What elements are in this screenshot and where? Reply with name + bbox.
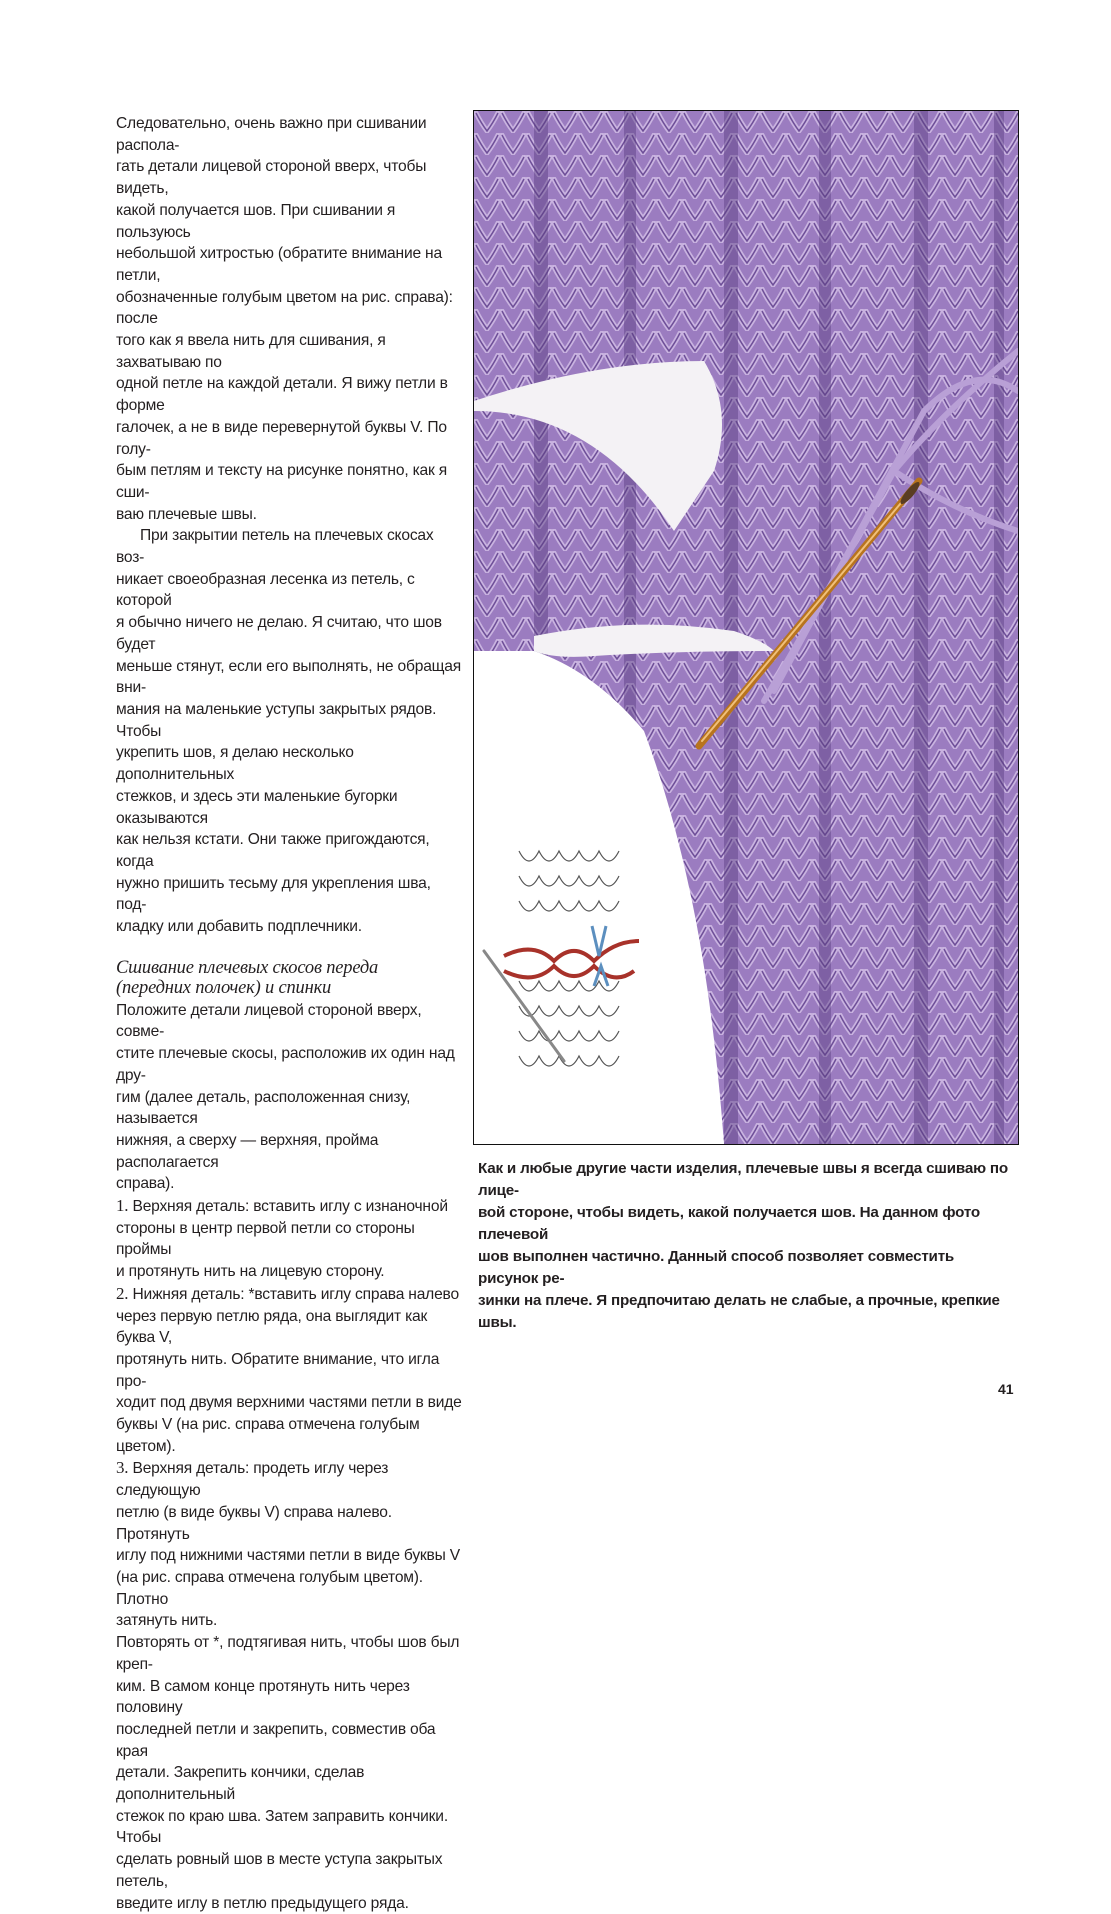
body-text-column	[116, 113, 462, 1914]
step-1-number: 1.	[116, 1196, 129, 1216]
knitting-seam-photo	[473, 110, 1019, 1145]
paragraph-2: При закрытии петель на плечевых скосах воз- никает своеобразная лесенка из петель, с которой я обычно ничего не делаю. Я считаю, что шов будет меньше стянут, если его выполнять, не обращая вни- мания на маленькие уступы закрытых рядов. Чтобы укрепить шов, я делаю несколько дополнительных стежков, и здесь эти маленькие бугорки оказываются как нельзя кстати. Они также пригождаются, когда нужно пришить тесьму для укрепления шва, под- кладку или добавить подплечники.	[116, 527, 462, 936]
step-1: 1. Верхняя деталь: вставить иглу с изнаночной стороны в центр первой петли со стороны проймы и протянуть нить на лицевую сторону.	[116, 1196, 448, 1281]
intro-paragraph: Положите детали лицевой стороной вверх, совме- стите плечевые скосы, расположив их один над дру- гим (далее деталь, расположенная снизу, называется нижняя, а сверху — верхняя, пройма располагается справа).	[116, 1001, 455, 1193]
step-2: 2. Нижняя деталь: *вставить иглу справа налево через первую петлю ряда, она выглядит как буква V, протянуть нить. Обратите внимание, что игла про- ходит под двумя верхними частями петли в виде буквы V (на рис. справа отмечена голубым цветом).	[116, 1283, 462, 1455]
photo-illustration	[474, 111, 1018, 1144]
photo-caption: Как и любые другие части изделия, плечевые швы я всегда сшиваю по лице- вой стороне, чтобы видеть, какой получается шов. На данном фото плечевой шов выполнен частично. Данный способ позволяет совместить рисунок ре- зинки на плече. Я предпочитаю делать не слабые, а прочные, крепкие швы.	[478, 1160, 1008, 1331]
paragraph-1: Следовательно, очень важно при сшивании распола- гать детали лицевой стороной вверх, чтобы видеть, какой получается шов. При сшивании я пользуюсь небольшой хитростью (обратите внимание на петли, обозначенные голубым цветом на рис. справа): после того как я ввела нить для сшивания, я захватываю по одной петле на каждой детали. Я вижу петли в форме галочек, а не в виде перевернутой буквы V. По голу- бым петлям и тексту на рисунке понятно, как я сши- ваю плечевые швы.	[116, 115, 453, 523]
step-3-number: 3.	[116, 1458, 129, 1478]
step-3: 3. Верхняя деталь: продеть иглу через следующую петлю (в виде буквы V) справа налево. Протянуть иглу под нижними частями петли в виде буквы V (на рис. справа отмечена голубым цветом). Плотно затянуть нить.	[116, 1458, 460, 1630]
step-2-number: 2.	[116, 1283, 129, 1303]
section-heading: Сшивание плечевых скосов переда (передних полочек) и спинки	[116, 957, 379, 998]
page-number: 41	[998, 1381, 1014, 1397]
outro-paragraph: Повторять от *, подтягивая нить, чтобы шов был креп- ким. В самом конце протянуть нить через половину последней петли и закрепить, совместив оба края детали. Закрепить кончики, сделав дополнительный стежок по краю шва. Затем заправить кончики. Чтобы сделать ровный шов в месте уступа закрытых петель, введите иглу в петлю предыдущего ряда.	[116, 1634, 460, 1912]
